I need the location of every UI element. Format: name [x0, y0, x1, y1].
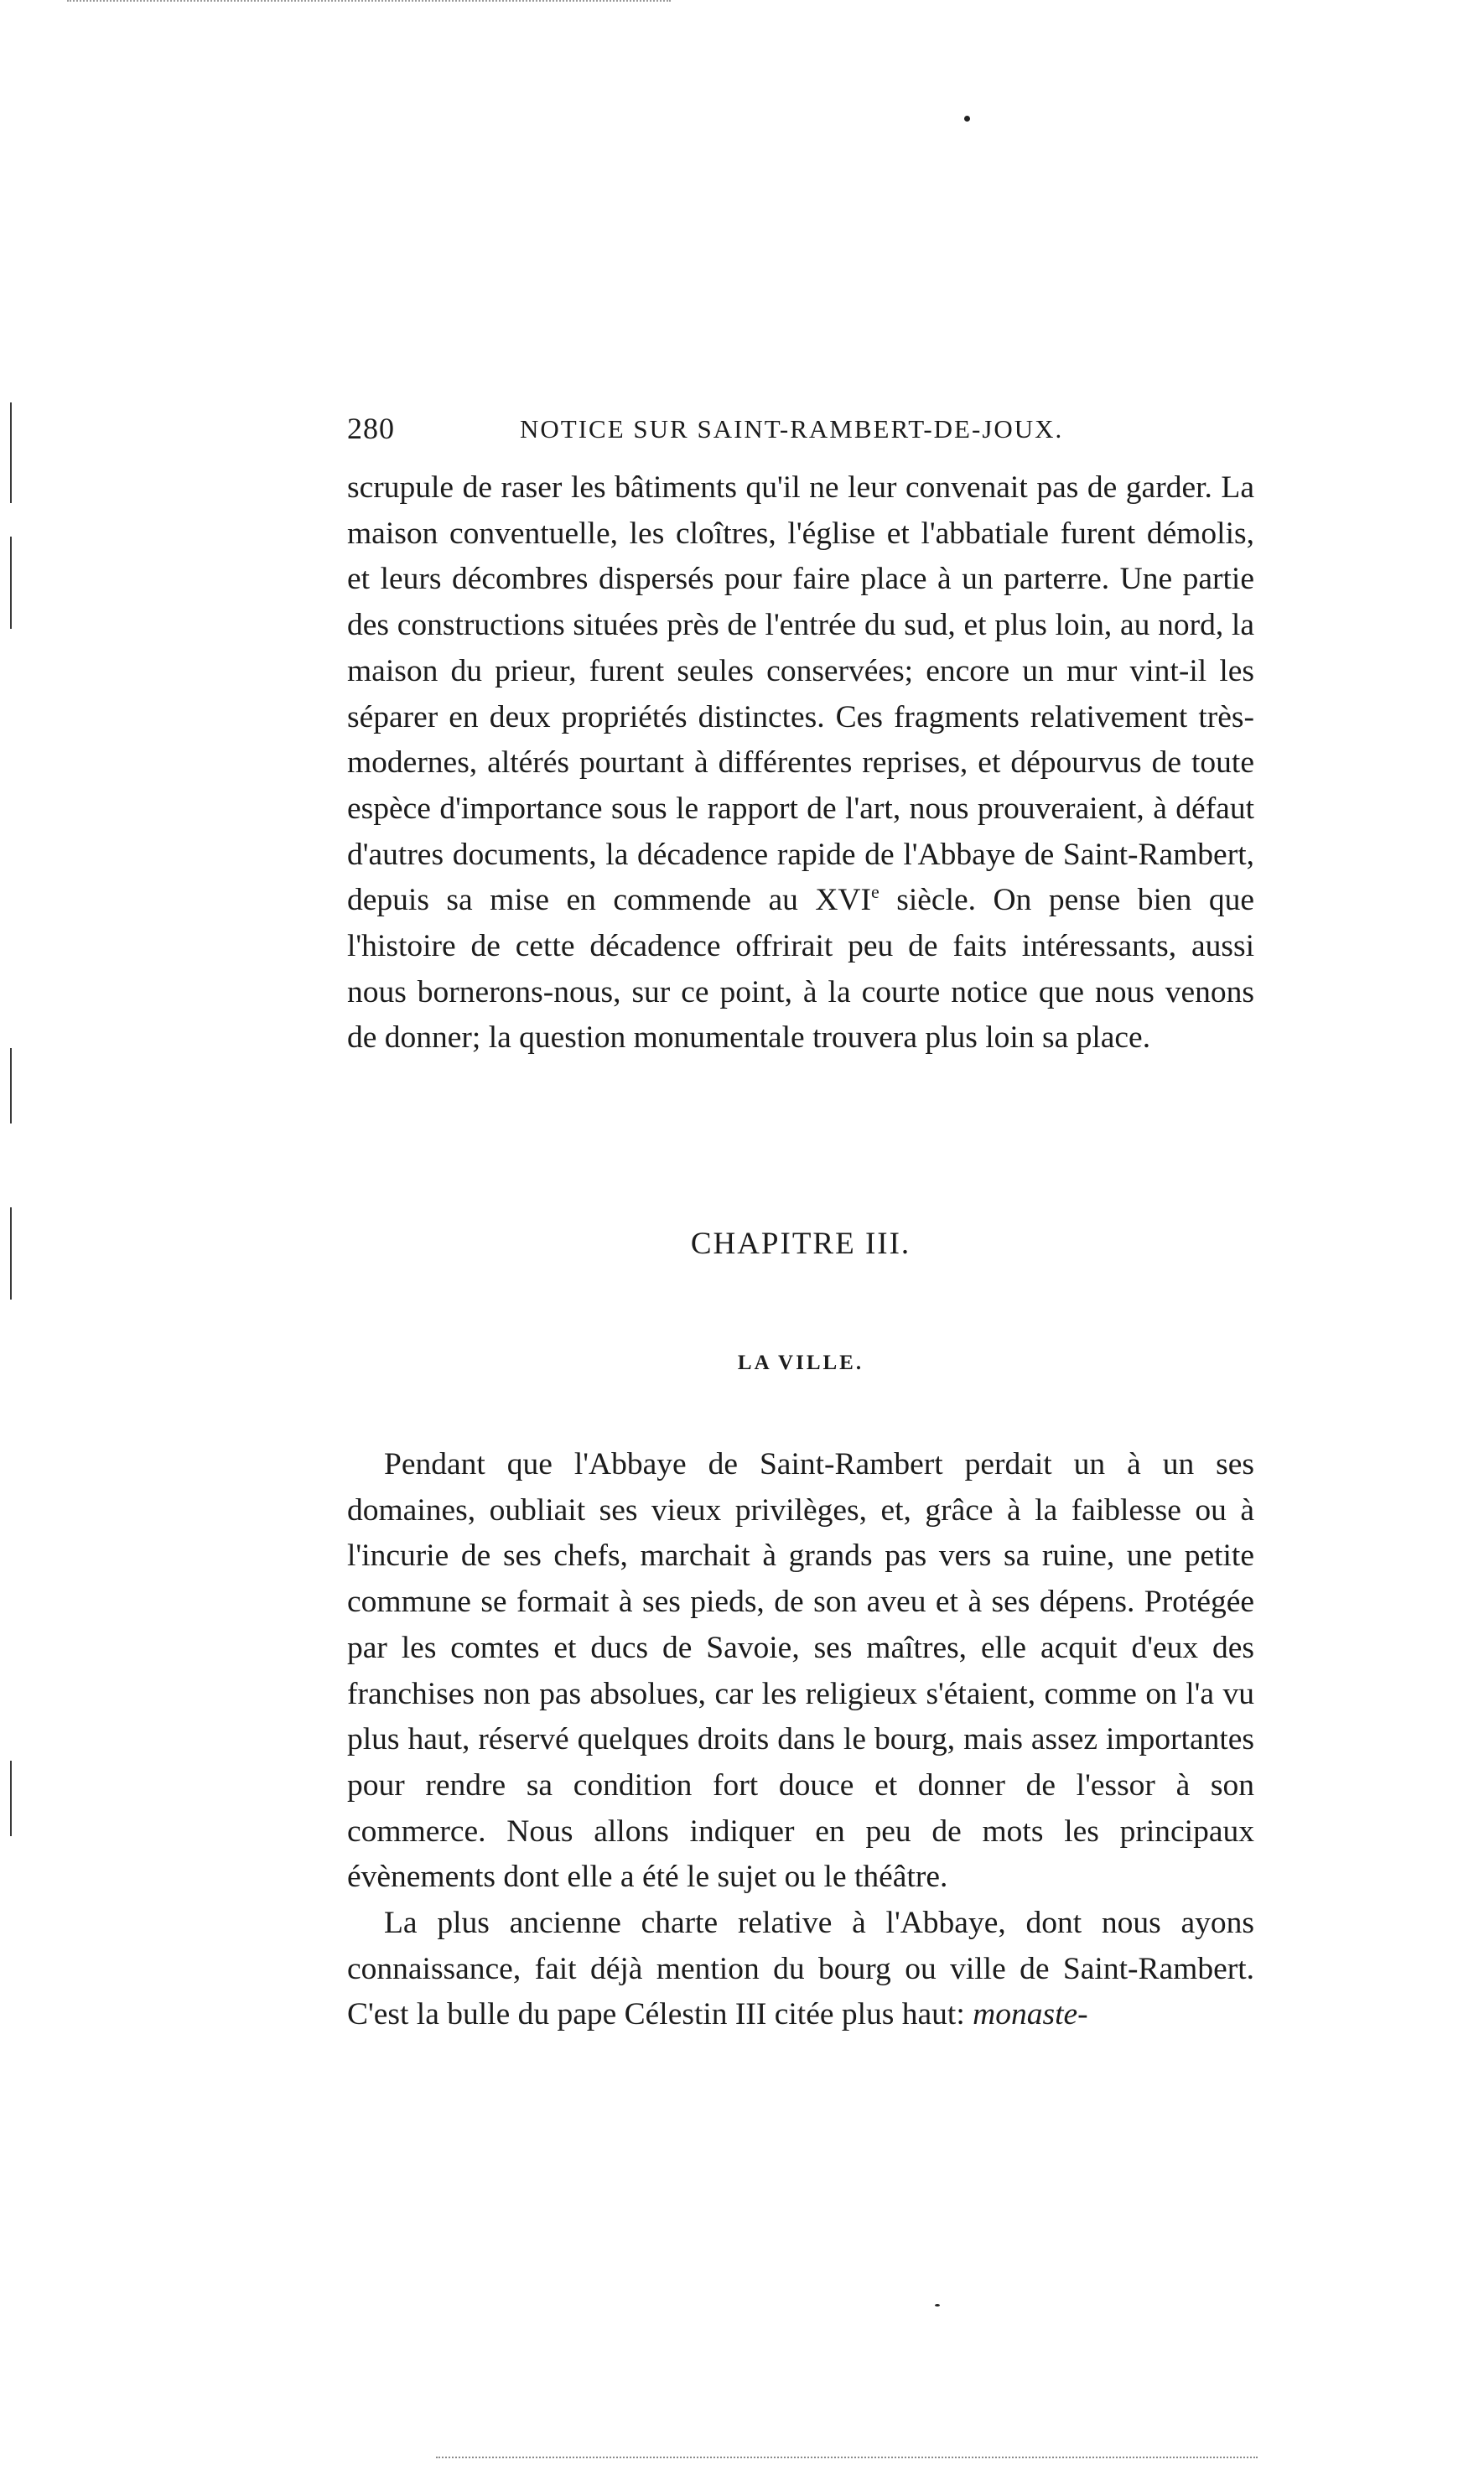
running-head	[347, 411, 1254, 451]
chapter-subtitle: LA VILLE.	[737, 1352, 864, 1374]
scan-speck	[935, 2304, 940, 2307]
scan-edge-mark	[10, 402, 12, 503]
scan-noise-top	[67, 0, 671, 5]
scan-edge-mark	[10, 1761, 12, 1836]
paragraph-text: scrupule de raser les bâtiments qu'il ne leur convenait pas de garder. La maison conventuelle, les cloîtres, l'église et l'abbatiale furent démolis, et leurs décombres dispersés pour faire place à un parterre. Une partie des constructions situées près de l'entrée du sud, et plus loin, au nord, la maison du prieur, furent seules conservées; encore un mur vint-il les séparer en deux propriétés distinctes. Ces fragments relativement très-modernes, altérés pourtant à différentes reprises, et dépourvus de toute espèce d'importance sous le rapport de l'art, nous prouveraient, à défaut d'autres documents, la décadence rapide de l'Abbaye de Saint-Rambert, depuis sa mise en commende au XVI	[347, 470, 1254, 918]
page-number: 280	[347, 412, 395, 445]
scan-edge-mark	[10, 537, 12, 629]
chapter-title: CHAPITRE III.	[690, 1227, 911, 1261]
paragraph: Pendant que l'Abbaye de Saint-Rambert perdait un à un ses domaines, oubliait ses vieux privilèges, et, grâce à la faiblesse ou à l'incurie de ses chefs, marchait à grands pas vers sa ruine, une petite commune se formait à ses pieds, de son aveu et à ses dépens. Protégée par les comtes et ducs de Savoie, ses maîtres, elle acquit d'eux des franchises non pas absolues, car les religieux s'étaient, comme on l'a vu plus haut, réservé quelques droits dans le bourg, mais assez importantes pour rendre sa condition fort douce et donner de l'essor à son commerce. Nous allons indiquer en peu de mots les principaux évènements dont elle a été le sujet ou le théâtre.	[347, 1447, 1254, 1895]
scan-edge-mark	[10, 1207, 12, 1300]
paragraph-text: siècle. On pense bien que l'histoire de cette décadence offrirait peu de faits intéressants, aussi nous bornerons-nous, sur ce point, à la courte notice que nous venons de donner; la question monumentale trouvera plus loin sa place.	[347, 883, 1254, 1056]
paragraph-continuation	[347, 465, 1254, 1061]
scan-noise-bottom	[436, 2457, 1258, 2462]
scan-speck	[964, 116, 970, 122]
paragraph	[347, 1901, 1254, 2038]
scan-edge-mark	[10, 1048, 12, 1123]
italic-text: monaste-	[973, 1997, 1088, 2032]
paragraph-text: La plus ancienne charte relative à l'Abbaye, dont nous ayons connaissance, fait déjà mention du bourg ou ville de Saint-Rambert. C'est la bulle du pape Célestin III citée plus haut:	[347, 1906, 1254, 2032]
superscript: e	[871, 881, 880, 903]
chapter-body	[347, 1442, 1254, 2038]
running-title: NOTICE SUR SAINT-RAMBERT-DE-JOUX.	[520, 414, 1064, 444]
